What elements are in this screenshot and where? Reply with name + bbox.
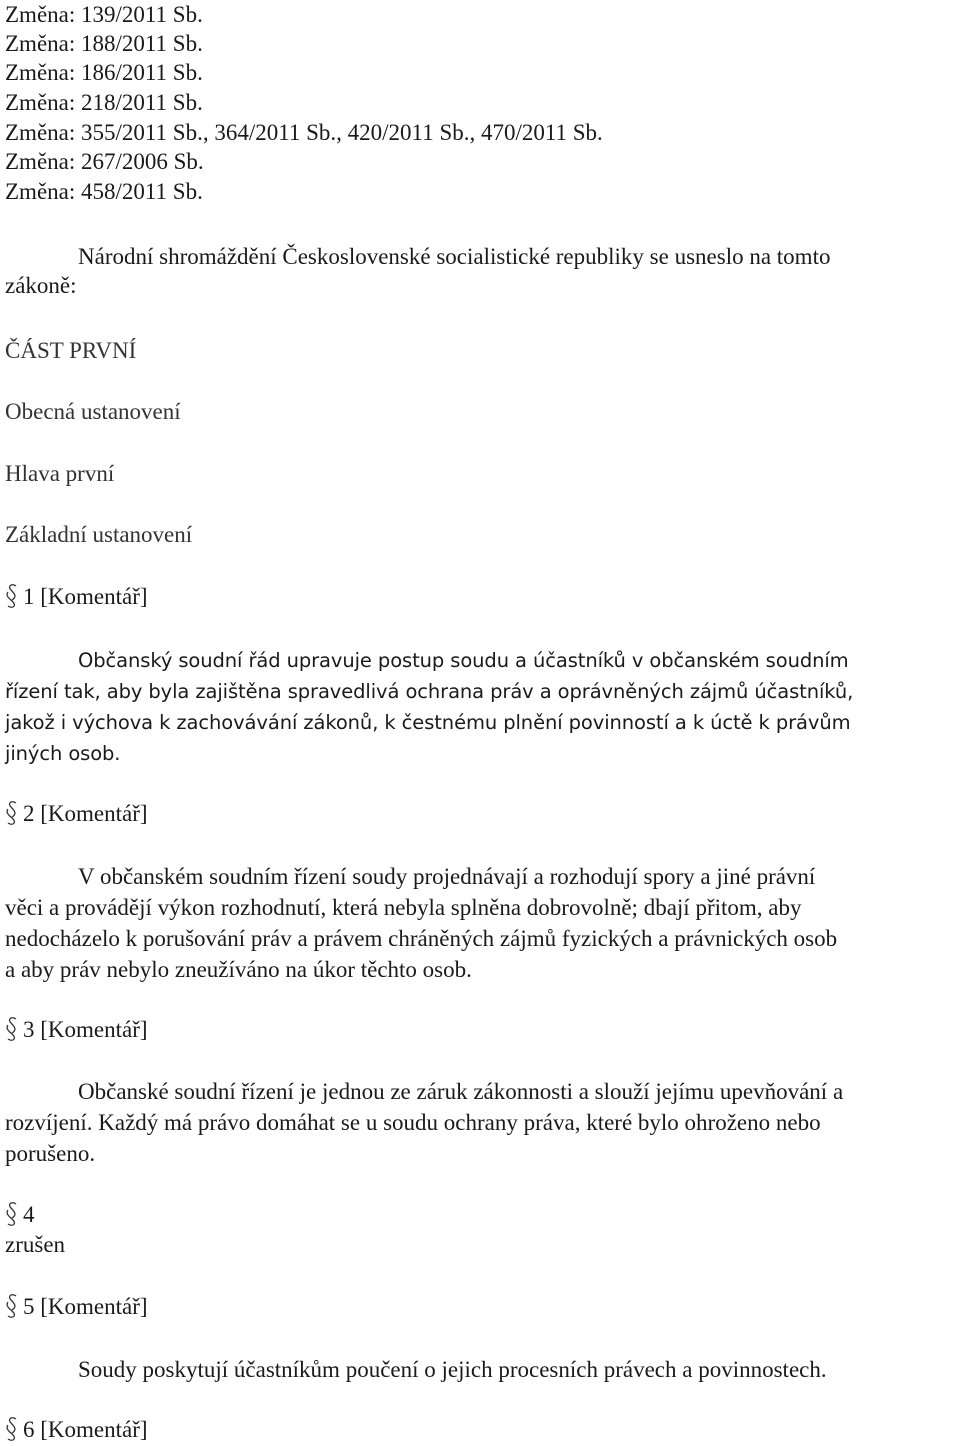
- amendment-line: Změna: 139/2011 Sb.: [5, 2, 203, 27]
- section-sign-icon: [5, 1016, 19, 1040]
- section-label: 4: [23, 1202, 35, 1227]
- section-sign-icon: [5, 800, 19, 824]
- preamble-first-line: Národní shromáždění Československé socialistické republiky se usneslo na tomto: [78, 244, 831, 269]
- chapter-title: Základní ustanovení: [5, 522, 193, 547]
- amendment-line: Změna: 355/2011 Sb., 364/2011 Sb., 420/2011 Sb., 470/2011 Sb.: [5, 120, 603, 145]
- section-label: 5 [Komentář]: [23, 1294, 148, 1319]
- amendment-line: Změna: 218/2011 Sb.: [5, 90, 203, 115]
- section-5-text: [5, 1354, 955, 1385]
- amendment-line: Změna: 186/2011 Sb.: [5, 60, 203, 85]
- section-3-text: [5, 1076, 955, 1169]
- text-line: věci a provádějí výkon rozhodnutí, která nebyla splněna dobrovolně; dbají přitom, aby: [5, 895, 802, 920]
- section-sign-icon: [5, 1293, 19, 1317]
- section-2-heading: [5, 799, 148, 829]
- text-line: řízení tak, aby byla zajištěna spravedlivá ochrana práv a oprávněných zájmů účastníků,: [5, 680, 854, 703]
- section-6-heading: [5, 1415, 148, 1445]
- section-5-heading: [5, 1292, 148, 1322]
- section-sign-icon: [5, 1416, 19, 1440]
- section-label: 6 [Komentář]: [23, 1417, 148, 1442]
- text-line: a aby práv nebylo zneužíváno na úkor těchto osob.: [5, 957, 472, 982]
- section-3-heading: [5, 1015, 148, 1045]
- section-1-text: [5, 645, 955, 769]
- part-heading: ČÁST PRVNÍ: [5, 338, 137, 363]
- text-line: porušeno.: [5, 1141, 96, 1166]
- part-title: Obecná ustanovení: [5, 399, 181, 424]
- section-4-heading: [5, 1200, 35, 1230]
- section-sign-icon: [5, 1201, 19, 1225]
- chapter-heading: Hlava první: [5, 461, 115, 486]
- section-sign-icon: [5, 583, 19, 607]
- amendment-line: Změna: 188/2011 Sb.: [5, 31, 203, 56]
- section-label: 2 [Komentář]: [23, 801, 148, 826]
- section-2-text: [5, 861, 955, 985]
- text-line: V občanském soudním řízení soudy projednávají a rozhodují spory a jiné právní: [78, 864, 816, 889]
- section-4-status: zrušen: [5, 1232, 66, 1257]
- text-line: jiných osob.: [5, 742, 121, 765]
- section-1-heading: [5, 582, 148, 612]
- text-line: jakož i výchova k zachovávání zákonů, k čestnému plnění povinností a k úctě k právům: [5, 711, 851, 734]
- preamble-rest: zákoně:: [5, 273, 77, 298]
- amendment-line: Změna: 458/2011 Sb.: [5, 179, 203, 204]
- text-line: Soudy poskytují účastníkům poučení o jejich procesních právech a povinnostech.: [78, 1357, 827, 1382]
- section-label: 1 [Komentář]: [23, 584, 148, 609]
- amendment-line: Změna: 267/2006 Sb.: [5, 149, 204, 174]
- section-label: 3 [Komentář]: [23, 1017, 148, 1042]
- text-line: nedocházelo k porušování práv a právem chráněných zájmů fyzických a právnických osob: [5, 926, 838, 951]
- text-line: rozvíjení. Každý má právo domáhat se u soudu ochrany práva, které bylo ohroženo nebo: [5, 1110, 821, 1135]
- text-line: Občanský soudní řád upravuje postup soudu a účastníků v občanském soudním: [78, 649, 849, 672]
- text-line: Občanské soudní řízení je jednou ze záruk zákonnosti a slouží jejímu upevňování a: [78, 1079, 844, 1104]
